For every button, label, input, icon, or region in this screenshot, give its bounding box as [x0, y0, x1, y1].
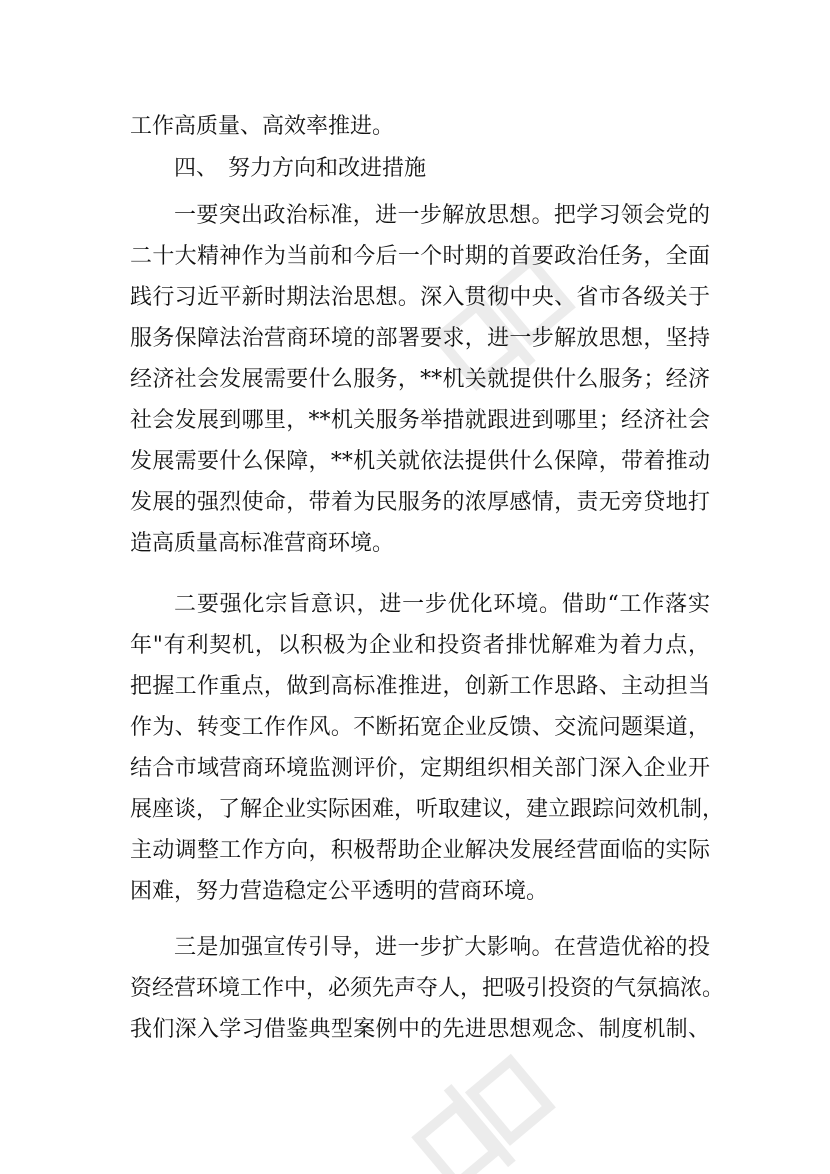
section-title: 努力方向和改进措施 — [228, 156, 427, 181]
paragraph-line: 经济社会发展需要什么服务，**机关就提供什么服务；经济 — [130, 367, 710, 392]
continuation-line: 工作高质量、高效率推进。 — [130, 114, 395, 139]
section-heading — [174, 152, 426, 186]
paragraph-line: 发展需要什么保障，**机关就依法提供什么保障，带着推动 — [130, 449, 710, 474]
paragraph-line: 年"有利契机，以积极为企业和投资者排忧解难为着力点， — [130, 633, 710, 658]
paragraph-line: 我们深入学习借鉴典型案例中的先进思想观念、制度机制、 — [130, 1017, 710, 1042]
paragraph-line: 作为、转变工作作风。不断拓宽企业反馈、交流问题渠道， — [130, 715, 710, 740]
paragraph-line: 发展的强烈使命，带着为民服务的浓厚感情，责无旁贷地打 — [130, 490, 710, 515]
paragraph-line: 造高质量高标准营商环境。 — [130, 531, 395, 556]
paragraph-line: 二十大精神作为当前和今后一个时期的首要政治任务，全面 — [130, 244, 710, 269]
paragraph-line: 主动调整工作方向，积极帮助企业解决发展经营面临的实际 — [130, 838, 710, 863]
paragraph-line: 二要强化宗旨意识，进一步优化环境。借助“工作落实 — [174, 592, 710, 617]
paragraph-line: 服务保障法治营商环境的部署要求，进一步解放思想，坚持 — [130, 326, 710, 351]
paragraph-line: 一要突出政治标准，进一步解放思想。把学习领会党的 — [174, 203, 710, 228]
paragraph-line: 展座谈，了解企业实际困难，听取建议，建立跟踪问效机制， — [130, 797, 725, 822]
paragraph-line: 结合市域营商环境监测评价，定期组织相关部门深入企业开 — [130, 756, 710, 781]
paragraph-line: 社会发展到哪里，**机关服务举措就跟进到哪里；经济社会 — [130, 408, 710, 433]
paragraph-line: 践行习近平新时期法治思想。深入贯彻中央、省市各级关于 — [130, 285, 710, 310]
section-number: 四、 — [174, 156, 219, 181]
paragraph-line: 资经营环境工作中，必须先声夺人，把吸引投资的气氛搞浓。 — [130, 976, 725, 1001]
paragraph-line: 把握工作重点，做到高标准推进，创新工作思路、主动担当 — [130, 674, 710, 699]
paragraph-line: 困难，努力营造稳定公平透明的营商环境。 — [130, 879, 549, 904]
paragraph-line: 三是加强宣传引导，进一步扩大影响。在营造优裕的投 — [174, 935, 710, 960]
watermark-stamp-bottom — [380, 1040, 600, 1174]
